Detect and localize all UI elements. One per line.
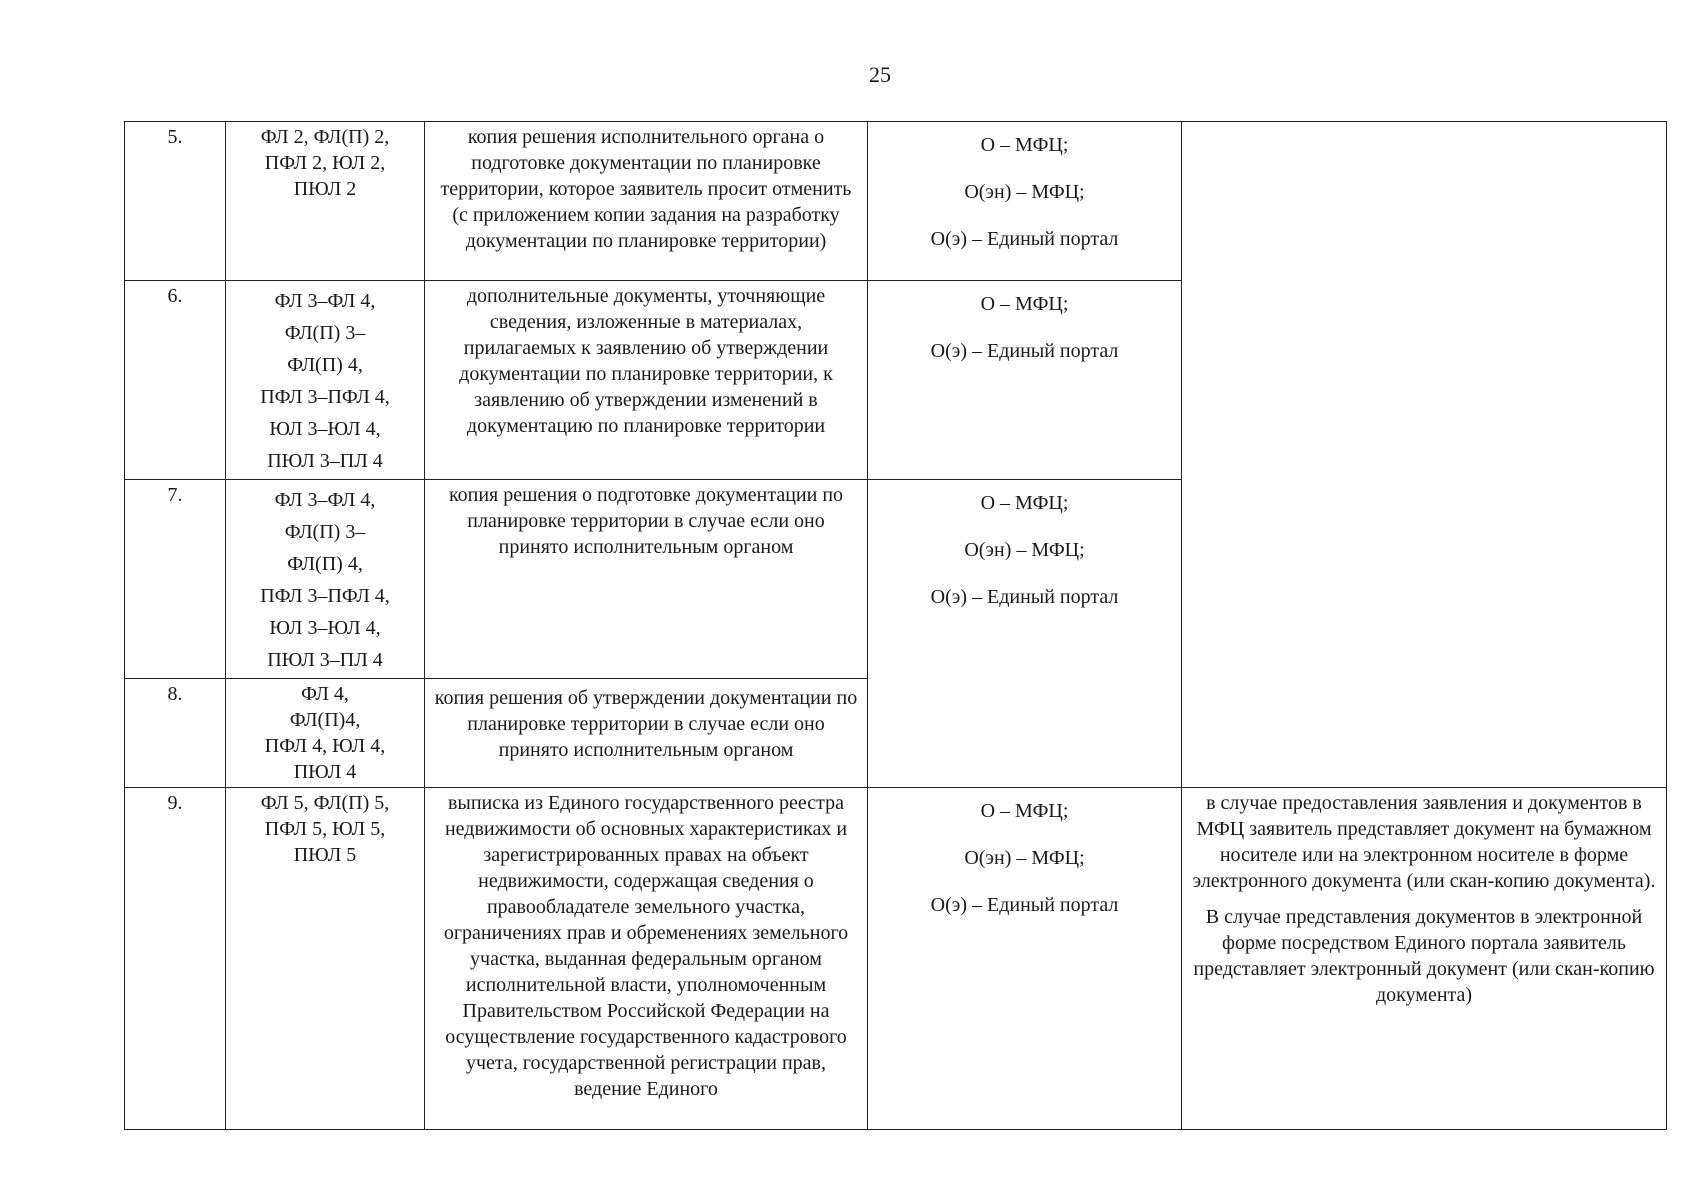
document-description: копия решения исполнительного органа о подготовке документации по планировке территории, которое заявитель просит отменить (с приложением копии задания на разработку документации по планировке территории) bbox=[425, 122, 868, 281]
category-line: ПФЛ 5, ЮЛ 5, bbox=[264, 818, 386, 840]
applicant-categories bbox=[226, 281, 425, 480]
submission-ways bbox=[868, 281, 1182, 480]
category-line: ПЮЛ 5 bbox=[293, 844, 357, 866]
submission-way: О(э) – Единый портал bbox=[930, 228, 1119, 250]
submission-way: О – МФЦ; bbox=[980, 293, 1069, 315]
category-line: ПФЛ 3–ПФЛ 4, bbox=[260, 386, 390, 408]
submission-ways bbox=[868, 122, 1182, 281]
documents-table bbox=[124, 121, 1667, 1130]
submission-notes bbox=[1182, 788, 1667, 1130]
document-description: выписка из Единого государственного реестра недвижимости об основных характеристиках и зарегистрированных правах на объект недвижимости, содержащая сведения о правообладателе земельного участка, ограничениях прав и обременениях земельного участка, выданная федеральным органом исполнительной власти, уполномоченным Правительством Российской Федерации на осуществление государственного кадастрового учета, государственной регистрации прав, ведение Единого bbox=[425, 788, 868, 1130]
document-description: дополнительные документы, уточняющие сведения, изложенные в материалах, прилагаемых к заявлению об утверждении документации по планировке территории, к заявлению об утверждении изменений в документацию по планировке территории bbox=[425, 281, 868, 480]
submission-way: О – МФЦ; bbox=[980, 134, 1069, 156]
category-line: ФЛ 3–ФЛ 4, bbox=[274, 489, 376, 511]
category-line: ФЛ(П) 4, bbox=[287, 354, 363, 376]
category-line: ПЮЛ 3–ПЛ 4 bbox=[267, 649, 383, 671]
note-paragraph: В случае представления документов в электронной форме посредством Единого портала заявитель представляет электронный документ (или скан-копию документа) bbox=[1193, 906, 1655, 1006]
category-line: ФЛ(П) 3– bbox=[284, 521, 366, 543]
category-line: ПФЛ 2, ЮЛ 2, bbox=[264, 152, 386, 174]
row-number: 5. bbox=[125, 122, 226, 281]
category-line: ФЛ(П) 4, bbox=[287, 553, 363, 575]
category-line: ПЮЛ 2 bbox=[293, 178, 357, 200]
category-line: ЮЛ 3–ЮЛ 4, bbox=[269, 617, 381, 639]
notes-cell-empty bbox=[1182, 122, 1667, 788]
submission-way: О(эн) – МФЦ; bbox=[964, 181, 1085, 203]
submission-way: О(эн) – МФЦ; bbox=[964, 847, 1085, 869]
row-number: 9. bbox=[125, 788, 226, 1130]
category-line: ПФЛ 3–ПФЛ 4, bbox=[260, 585, 390, 607]
document-description: копия решения о подготовке документации по планировке территории в случае если оно принято исполнительным органом bbox=[425, 480, 868, 679]
page-number: 25 bbox=[869, 62, 891, 87]
category-line: ПЮЛ 4 bbox=[293, 761, 357, 783]
category-line: ФЛ 4, bbox=[301, 683, 349, 705]
applicant-categories bbox=[226, 480, 425, 679]
category-line: ЮЛ 3–ЮЛ 4, bbox=[269, 418, 381, 440]
document-description: копия решения об утверждении документации по планировке территории в случае если оно принято исполнительным органом bbox=[425, 679, 868, 788]
submission-way: О(эн) – МФЦ; bbox=[964, 539, 1085, 561]
submission-way: О – МФЦ; bbox=[980, 492, 1069, 514]
category-line: ФЛ(П)4, bbox=[289, 709, 361, 731]
category-line: ФЛ 3–ФЛ 4, bbox=[274, 290, 376, 312]
category-line: ПФЛ 4, ЮЛ 4, bbox=[264, 735, 386, 757]
row-number: 7. bbox=[125, 480, 226, 679]
applicant-categories bbox=[226, 788, 425, 1130]
applicant-categories bbox=[226, 122, 425, 281]
submission-way: О(э) – Единый портал bbox=[930, 586, 1119, 608]
submission-way: О(э) – Единый портал bbox=[930, 894, 1119, 916]
submission-way: О(э) – Единый портал bbox=[930, 340, 1119, 362]
table-row bbox=[125, 122, 1667, 281]
submission-ways bbox=[868, 480, 1182, 788]
category-line: ФЛ 5, ФЛ(П) 5, bbox=[260, 792, 390, 814]
note-paragraph: в случае предоставления заявления и документов в МФЦ заявитель представляет документ на бумажном носителе или на электронном носителе в форме электронного документа (или скан-копию документа). bbox=[1192, 792, 1656, 892]
applicant-categories bbox=[226, 679, 425, 788]
category-line: ФЛ 2, ФЛ(П) 2, bbox=[260, 126, 390, 148]
table-row bbox=[125, 788, 1667, 1130]
submission-way: О – МФЦ; bbox=[980, 800, 1069, 822]
row-number: 8. bbox=[125, 679, 226, 788]
row-number: 6. bbox=[125, 281, 226, 480]
category-line: ПЮЛ 3–ПЛ 4 bbox=[267, 450, 383, 472]
submission-ways bbox=[868, 788, 1182, 1130]
category-line: ФЛ(П) 3– bbox=[284, 322, 366, 344]
